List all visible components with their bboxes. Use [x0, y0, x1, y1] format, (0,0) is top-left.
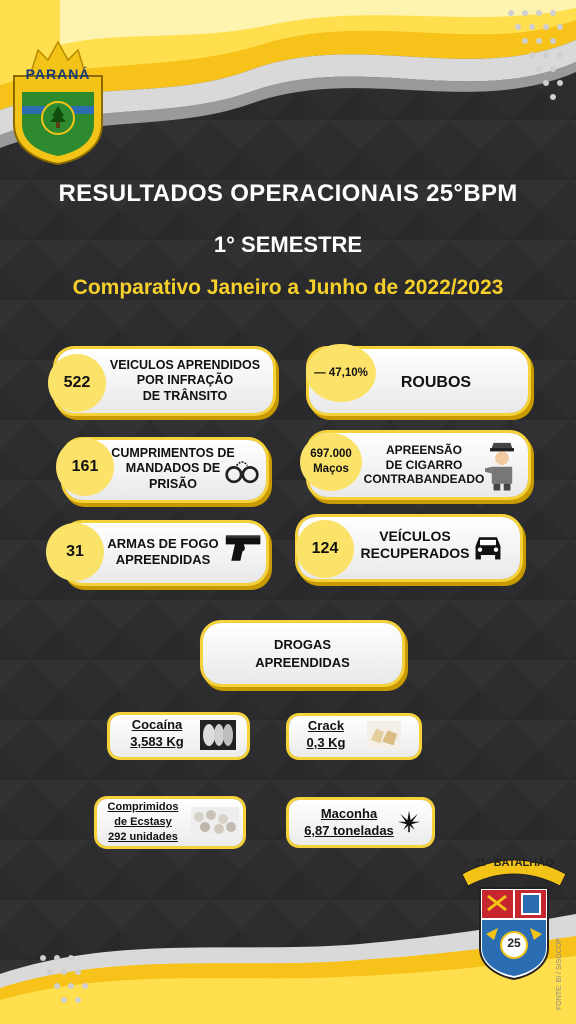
page-title: RESULTADOS OPERACIONAIS 25°BPM	[58, 180, 518, 207]
drugs-heading-card	[203, 623, 402, 684]
logo-top-text: PARANÁ	[25, 66, 91, 82]
pmpr-logo	[8, 36, 108, 166]
card-label: ROUBOS	[400, 374, 472, 391]
drug-amount: 3,583 Kg	[130, 733, 184, 749]
drug-ecstasy	[97, 799, 243, 846]
card-line: APREENDIDAS	[115, 551, 211, 567]
drug-marijuana	[289, 800, 432, 845]
battalion-banner-text: 25º BATALHÃO	[474, 857, 554, 869]
pistol-icon	[224, 531, 264, 565]
dot-pattern-bottom	[40, 955, 100, 1015]
police-officer-icon	[485, 435, 519, 495]
battalion-25-logo	[460, 852, 568, 980]
card-line: VEÍCULOS	[379, 528, 451, 544]
badge-cigarettes	[300, 433, 362, 491]
drug-cocaine	[110, 715, 247, 757]
car-icon	[472, 533, 504, 561]
handcuffs-icon	[224, 454, 260, 488]
drug-crack	[289, 716, 419, 757]
cocaine-photo	[200, 720, 236, 750]
battalion-number: 25	[507, 936, 521, 950]
badge-firearms: 31	[46, 523, 104, 581]
card-line: DE TRÂNSITO	[142, 388, 228, 403]
drugs-heading-line: APREENDIDAS	[255, 655, 350, 671]
drug-amount: 292 unidades	[108, 830, 178, 843]
badge-robberies: — 47,10%	[306, 344, 376, 402]
badge-value: 697.000	[310, 448, 352, 461]
source-note: FONTE: BI / SISGCOP	[556, 938, 563, 1010]
drug-name: Comprimidos	[107, 801, 179, 813]
comparison-subtitle: Comparativo Janeiro a Junho de 2022/2023	[72, 276, 504, 299]
card-line: PRISÃO	[149, 476, 197, 491]
drug-name: de Ecstasy	[114, 815, 172, 828]
drug-name: Crack	[307, 718, 345, 733]
card-line: CUMPRIMENTOS DE	[111, 446, 235, 460]
drug-amount: 6,87 toneladas	[304, 822, 394, 838]
dot-pattern-top	[500, 6, 570, 106]
card-line: RECUPERADOS	[360, 545, 470, 562]
card-line: MANDADOS DE	[125, 461, 221, 476]
card-line: APREENSÃO	[385, 443, 462, 457]
card-line: POR INFRAÇÃO	[136, 373, 234, 388]
ecstasy-photo	[191, 807, 239, 835]
badge-vehicles-recovered: 124	[296, 520, 354, 578]
badge-vehicles-seized: 522	[48, 354, 106, 412]
semester-title: 1° SEMESTRE	[213, 232, 363, 257]
card-line: VEICULOS APRENDIDOS	[109, 358, 261, 372]
card-line: ARMAS DE FOGO	[107, 536, 219, 551]
card-line: CONTRABANDEADO	[363, 472, 485, 487]
crack-photo	[367, 720, 401, 750]
cannabis-leaf-icon	[397, 808, 421, 834]
drug-name: Maconha	[320, 806, 378, 821]
badge-warrants: 161	[56, 438, 114, 496]
badge-unit: Maços	[313, 463, 349, 475]
drug-name: Cocaína	[131, 717, 183, 732]
card-line: DE CIGARRO	[385, 457, 463, 472]
drugs-heading-line: DROGAS	[273, 637, 332, 652]
drug-amount: 0,3 Kg	[306, 734, 346, 750]
